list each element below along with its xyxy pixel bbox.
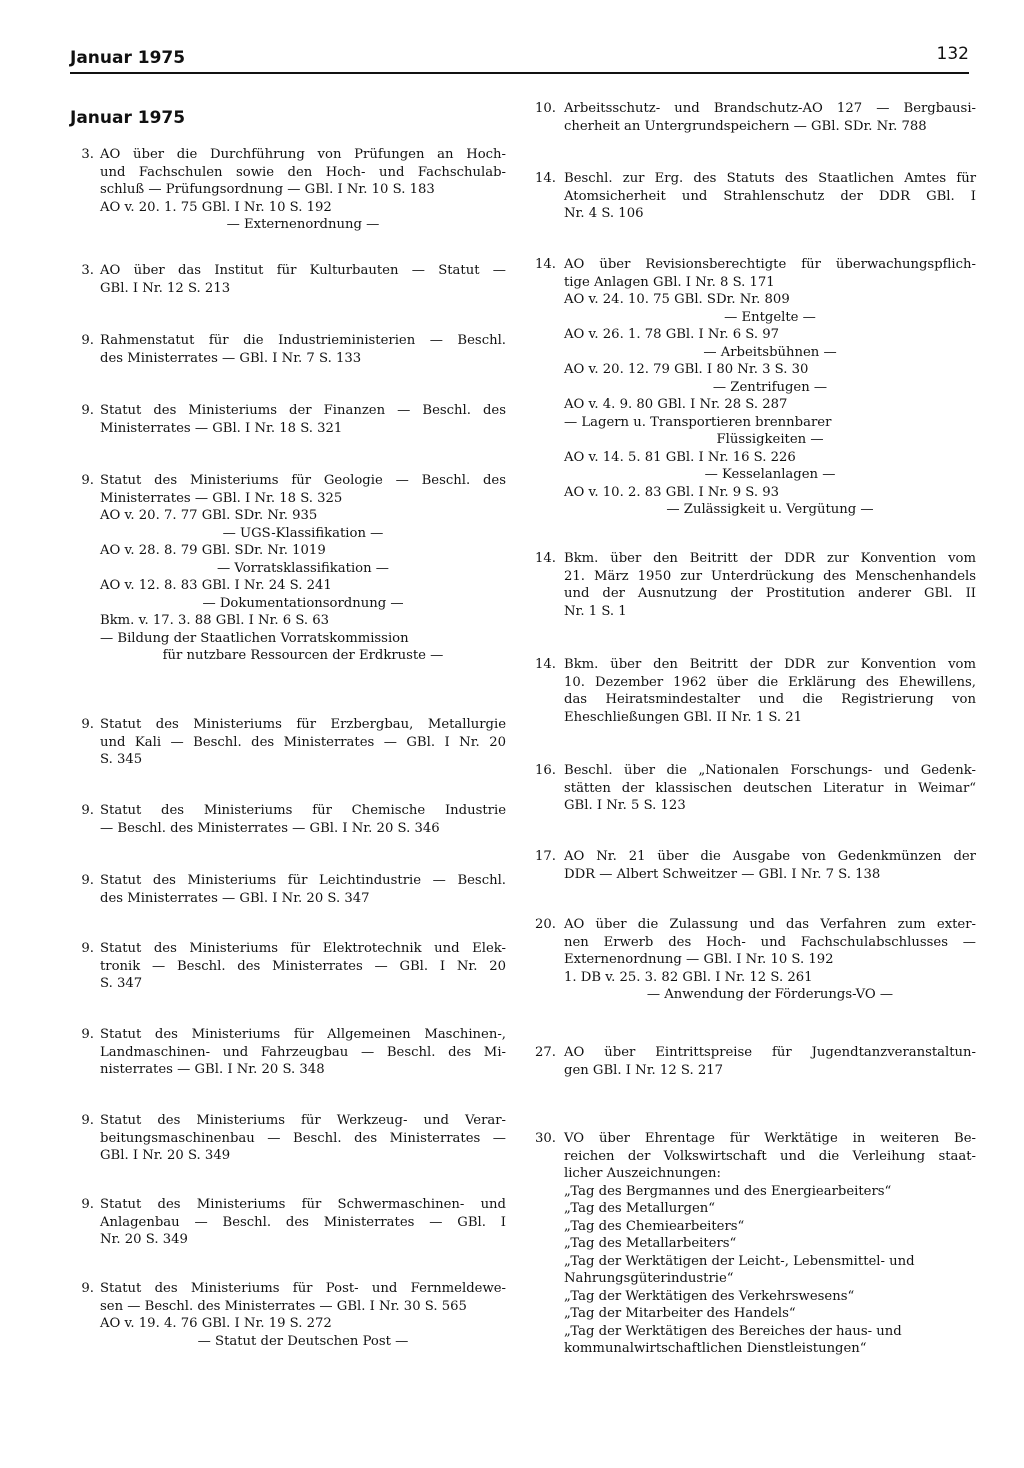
entry-text [100,1026,506,1079]
entry-text [564,256,976,519]
entry-line: und der Ausnutzung der Prostitution anderer GBl. II [564,586,976,601]
entry-line: Bkm. über den Beitritt der DDR zur Konvention vom [564,551,976,566]
entry-line: sen — Beschl. des Ministerrates — GBl. I Nr. 30 S. 565 [100,1298,467,1314]
entry-date: 9. [81,1113,94,1128]
entry-line: Nahrungsgüterindustrie“ [564,1271,734,1286]
entry-line: AO v. 24. 10. 75 GBl. SDr. Nr. 809 [564,292,790,307]
entry-date: 9. [81,941,94,956]
entry-line: Statut des Ministeriums für Allgemeinen Maschinen-, [100,1027,506,1042]
entry-line: 10. Dezember 1962 über die Erklärung des Ehewillens, [564,674,976,690]
entry-line: — Zentrifugen — [712,379,828,395]
entry-line: — Beschl. des Ministerrates — GBl. I Nr. 20 S. 346 [100,820,440,836]
entry-line: AO v. 20. 7. 77 GBl. SDr. Nr. 935 [100,508,318,523]
entry-line: AO v. 26. 1. 78 GBl. I Nr. 6 S. 97 [564,327,780,342]
entry-date: 27. [535,1045,556,1060]
entry-line: AO v. 20. 12. 79 GBl. I 80 Nr. 3 S. 30 [564,362,809,377]
entry [70,716,506,769]
entry-line: AO über die Zulassung und das Verfahren zum exter- [564,917,976,932]
entry-date: 9. [81,1281,94,1296]
entry-line: — Anwendung der Förderungs-VO — [646,987,894,1002]
entry-text [100,332,506,367]
entry-date: 3. [81,147,94,162]
entry-line: Statut des Ministeriums der Finanzen — Beschl. des [100,403,506,418]
entry [70,332,506,367]
entry-line: VO über Ehrentage für Werktätige in weiteren Be- [564,1131,976,1146]
entry-text [564,170,976,223]
entry-line: Nr. 20 S. 349 [100,1232,188,1247]
entry-line: Ministerrates — GBl. I Nr. 18 S. 321 [100,420,343,436]
entry-date: 9. [81,473,94,488]
entry [70,802,506,837]
entry-line: und Kali — Beschl. des Ministerrates — GBl. I Nr. 20 [100,734,506,750]
entry-line: Statut des Ministeriums für Erzbergbau, Metallurgie [100,717,506,732]
entry-line: — Statut der Deutschen Post — [197,1333,409,1349]
entry-line: und Fachschulen sowie den Hoch- und Fachschulab- [100,164,506,180]
entry [530,1044,976,1079]
entry-line: AO v. 4. 9. 80 GBl. I Nr. 28 S. 287 [564,397,788,412]
entry-line: AO v. 12. 8. 83 GBl. I Nr. 24 S. 241 [100,578,332,593]
entry-text [564,1044,976,1079]
entry-line: cherheit an Untergrundspeichern — GBl. SDr. Nr. 788 [564,118,927,134]
entry-line: Beschl. zur Erg. des Statuts des Staatlichen Amtes für [564,171,976,186]
page-number: 132 [936,44,969,64]
entry-line: „Tag der Werktätigen des Verkehrswesens“ [564,1288,855,1304]
entry-line: Anlagenbau — Beschl. des Ministerrates — GBl. I [100,1214,506,1230]
entry-line: beitungsmaschinenbau — Beschl. des Ministerrates — [100,1130,506,1146]
entry-date: 9. [81,1197,94,1212]
entry-text [100,802,506,837]
entry [70,262,506,297]
section-title: Januar 1975 [70,108,186,128]
entry-line: Flüssigkeiten — [716,432,824,447]
entry-line: tige Anlagen GBl. I Nr. 8 S. 171 [564,274,775,290]
entry-line: „Tag des Metallarbeiters“ [564,1236,737,1251]
entry-line: S. 347 [100,976,143,991]
entry-text [564,848,976,883]
entry-text [100,872,506,907]
entry [530,1130,976,1358]
entry-line: Bkm. über den Beitritt der DDR zur Konvention vom [564,657,976,672]
entry-line: — Lagern u. Transportieren brennbarer [564,414,832,430]
entry-date: 17. [535,849,556,864]
entry-line: Statut des Ministeriums für Leichtindustrie — Beschl. [100,873,506,888]
entry-line: des Ministerrates — GBl. I Nr. 20 S. 347 [100,890,370,906]
entry-line: Atomsicherheit und Strahlenschutz der DDR GBl. I [564,188,976,204]
entry-line: — Dokumentationsordnung — [202,595,404,611]
entry-line: kommunalwirtschaftlichen Dienstleistungen“ [564,1341,867,1356]
entry-line: „Tag der Werktätigen des Bereiches der haus- und [564,1323,902,1339]
entry-text [564,100,976,135]
entry-text [100,1196,506,1249]
entry-text [100,1112,506,1165]
entry-line: AO über die Durchführung von Prüfungen an Hoch- [100,147,506,162]
entry-text [564,1130,976,1358]
entry-line: Externenordnung — GBl. I Nr. 10 S. 192 [564,952,834,967]
entry [70,146,506,234]
entry-date: 14. [535,257,556,272]
entry [530,256,976,519]
entry-line: tronik — Beschl. des Ministerrates — GBl. I Nr. 20 [100,958,506,974]
entry-line: nisterrates — GBl. I Nr. 20 S. 348 [100,1062,325,1077]
entry-line: AO v. 28. 8. 79 GBl. SDr. Nr. 1019 [100,543,326,558]
entry [70,1026,506,1079]
entry-line: — Kesselanlagen — [704,467,836,482]
entry [530,656,976,726]
entry-line: Statut des Ministeriums für Post- und Fernmeldewe- [100,1281,506,1296]
entry-line: 21. März 1950 zur Unterdrückung des Menschenhandels [564,568,976,584]
entry-line: Statut des Ministeriums für Elektrotechnik und Elek- [100,941,506,956]
entry-line: — Bildung der Staatlichen Vorratskommission [100,630,409,646]
entry-date: 9. [81,717,94,732]
entry-line: Beschl. über die „Nationalen Forschungs- und Gedenk- [564,763,976,778]
entry-line: DDR — Albert Schweitzer — GBl. I Nr. 7 S. 138 [564,866,881,882]
entry [70,402,506,437]
entry-line: — Arbeitsbühnen — [703,344,837,360]
header-rule [70,72,969,74]
entry-line: für nutzbare Ressourcen der Erdkruste — [162,648,444,663]
entry-line: stätten der klassischen deutschen Literatur in Weimar“ [564,780,976,796]
entry-line: Statut des Ministeriums für Schwermaschinen- und [100,1197,506,1212]
entry-line: das Heiratsmindestalter und die Registrierung von [564,692,976,707]
entry-line: AO über Revisionsberechtigte für überwachungspflich- [564,257,976,272]
entry-date: 9. [81,403,94,418]
entry-text [564,916,976,1004]
entry-date: 30. [535,1131,556,1146]
entry-line: Landmaschinen- und Fahrzeugbau — Beschl. des Mi- [100,1044,506,1060]
entry-line: Statut des Ministeriums für Werkzeug- und Verar- [100,1113,506,1128]
entry-line: nen Erwerb des Hoch- und Fachschulabschlusses — [564,934,976,950]
entry-text [564,656,976,726]
entry-text [100,146,506,234]
entry-line: „Tag des Metallurgen“ [564,1201,716,1216]
entry-line: AO v. 14. 5. 81 GBl. I Nr. 16 S. 226 [564,449,796,465]
entry-text [100,402,506,437]
entry-date: 10. [535,101,556,116]
entry-line: Rahmenstatut für die Industrieministerien — Beschl. [100,333,506,348]
entry-line: AO über das Institut für Kulturbauten — Statut — [100,263,506,278]
entry-date: 20. [535,917,556,932]
entry-line: GBl. I Nr. 5 S. 123 [564,798,686,813]
entry-line: AO über Eintrittspreise für Jugendtanzveranstaltun- [564,1045,976,1060]
entry-line: 1. DB v. 25. 3. 82 GBl. I Nr. 12 S. 261 [564,969,813,985]
entry-date: 14. [535,657,556,672]
entry [70,940,506,993]
entry [70,872,506,907]
entry-line: „Tag des Chemiearbeiters“ [564,1218,745,1234]
entry-line: Ministerrates — GBl. I Nr. 18 S. 325 [100,490,343,506]
entry-line: schluß — Prüfungsordnung — GBl. I Nr. 10 S. 183 [100,182,435,197]
entry-line: Nr. 4 S. 106 [564,206,644,221]
entry-line: AO v. 19. 4. 76 GBl. I Nr. 19 S. 272 [100,1316,332,1331]
entry-line: „Tag der Werktätigen der Leicht-, Lebensmittel- und [564,1253,915,1269]
entry-date: 9. [81,333,94,348]
entry-line: Bkm. v. 17. 3. 88 GBl. I Nr. 6 S. 63 [100,613,330,628]
entry-line: „Tag der Mitarbeiter des Handels“ [564,1306,796,1321]
entry-text [100,940,506,993]
entry-line: — Entgelte — [724,309,816,325]
entry-text [564,550,976,620]
entry-line: licher Auszeichnungen: [564,1166,721,1181]
entry-date: 14. [535,551,556,566]
entry-text [100,472,506,665]
entry [70,472,506,665]
entry-line: des Ministerrates — GBl. I Nr. 7 S. 133 [100,350,362,366]
entry-line: S. 345 [100,752,143,767]
entry-line: reichen der Volkswirtschaft und die Verleihung staat- [564,1148,976,1164]
entry-date: 3. [81,263,94,278]
entry-line: GBl. I Nr. 12 S. 213 [100,280,231,296]
entry-line: gen GBl. I Nr. 12 S. 217 [564,1062,724,1078]
entry-line: Statut des Ministeriums für Chemische Industrie [100,803,506,818]
entry [530,848,976,883]
entry-line: — Vorratsklassifikation — [217,560,389,576]
entry [530,762,976,815]
entry [70,1112,506,1165]
entry-date: 9. [81,873,94,888]
entry-line: — Externenordnung — [226,217,380,232]
entry [530,916,976,1004]
entry-line: — UGS-Klassifikation — [222,525,384,541]
entry-date: 16. [535,763,556,778]
entry [530,100,976,135]
header-month: Januar 1975 [70,48,186,68]
entry-line: GBl. I Nr. 20 S. 349 [100,1148,231,1163]
entry [530,170,976,223]
entry-date: 9. [81,1027,94,1042]
entry-line: Arbeitsschutz- und Brandschutz-AO 127 — Bergbausi- [564,101,976,116]
entry-text [564,762,976,815]
entry-date: 9. [81,803,94,818]
entry [70,1196,506,1249]
entry-line: — Zulässigkeit u. Vergütung — [666,502,874,517]
entry-text [100,716,506,769]
entry-line: AO v. 10. 2. 83 GBl. I Nr. 9 S. 93 [564,484,780,500]
entry-line: „Tag des Bergmannes und des Energiearbeiters“ [564,1183,892,1199]
entry-text [100,1280,506,1350]
entry-line: Statut des Ministeriums für Geologie — Beschl. des [100,473,506,488]
entry [70,1280,506,1350]
entry-line: Nr. 1 S. 1 [564,603,627,619]
entry-text [100,262,506,297]
entry-line: Eheschließungen GBl. II Nr. 1 S. 21 [564,709,803,725]
entry-line: AO v. 20. 1. 75 GBl. I Nr. 10 S. 192 [100,199,332,215]
entry-date: 14. [535,171,556,186]
entry [530,550,976,620]
entry-line: AO Nr. 21 über die Ausgabe von Gedenkmünzen der [564,849,976,864]
